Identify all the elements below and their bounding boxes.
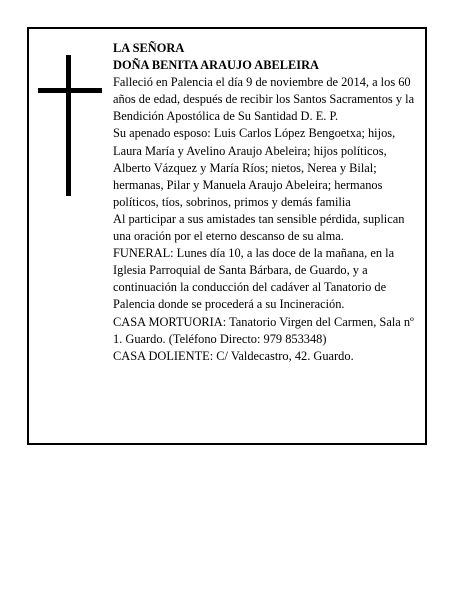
cross-vertical-bar xyxy=(66,55,71,196)
heading-title: LA SEÑORA xyxy=(113,41,185,55)
obituary-text xyxy=(113,40,417,365)
funeral-details: FUNERAL: Lunes día 10, a las doce de la mañana, en la Iglesia Parroquial de Santa Bárbara, de Guardo, y a continuación la conducción del cadáver al Tanatorio de Palencia donde se procederá a su Incineración. xyxy=(113,246,395,312)
casa-mortuoria: CASA MORTUORIA: Tanatorio Virgen del Carmen, Sala nº 1. Guardo. (Teléfono Directo: 979 853348) xyxy=(113,314,414,346)
casa-doliente: CASA DOLIENTE: C/ Valdecastro, 42. Guardo. xyxy=(113,348,354,363)
family-list: Su apenado esposo: Luis Carlos López Bengoetxa; hijos, Laura María y Avelino Araujo Abeleira; hijos políticos, Alberto Vázquez y María Ríos; nietos, Nerea y Bilal; hermanas, Pilar y Manuela Araujo Abeleira; hermanos políticos, tíos, sobrinos, primos y demás familia xyxy=(113,126,396,209)
death-statement: Falleció en Palencia el día 9 de noviembre de 2014, a los 60 años de edad, después de recibir los Santos Sacramentos y la Bendición Apostólica de Su Santidad D. E. P. xyxy=(113,75,415,124)
prayer-request: Al participar a sus amistades tan sensible pérdida, suplican una oración por el eterno descanso de su alma. xyxy=(113,211,405,244)
deceased-name: DOÑA BENITA ARAUJO ABELEIRA xyxy=(113,58,319,73)
latin-cross-icon xyxy=(38,55,102,196)
cross-horizontal-bar xyxy=(38,88,102,93)
